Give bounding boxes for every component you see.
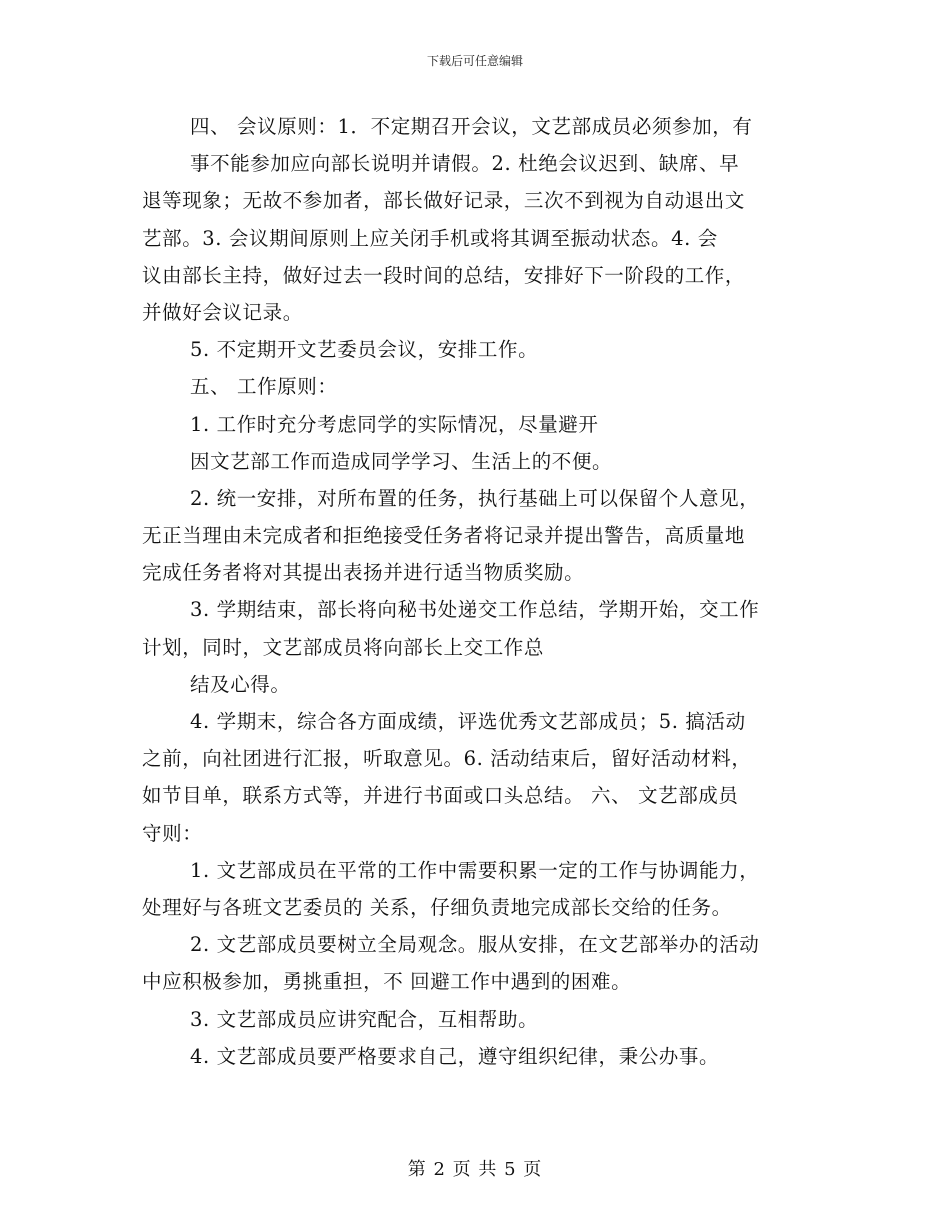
page-footer: 第 2 页 共 5 页 [407, 1159, 543, 1180]
text-line: 4. 学期末，综合各方面成绩，评选优秀文艺部成员；5. 搞活动 [190, 710, 746, 733]
text-line: 2. 统一安排，对所布置的任务，执行基础上可以保留个人意见， [190, 486, 760, 510]
text-line: 完成任务者将对其提出表扬并进行适当物质奖励。 [142, 561, 585, 585]
text-line: 守则： [142, 821, 203, 845]
text-line: 2. 文艺部成员要树立全局观念。服从安排，在文艺部举办的活动 [190, 933, 760, 957]
text-line: 中应积极参加，勇挑重担，不 回避工作中遇到的困难。 [142, 970, 632, 994]
text-line: 1. 工作时充分考虑同学的实际情况，尽量避开 [190, 412, 599, 436]
text-line: 议由部长主持，做好过去一段时间的总结，安排好下一阶段的工作， [142, 263, 746, 287]
text-line: 结及心得。 [190, 672, 291, 696]
document-body [142, 108, 812, 1075]
text-line: 5. 不定期开文艺委员会议，安排工作。 [190, 338, 539, 362]
text-line: 并做好会议记录。 [142, 300, 303, 324]
text-line: 因文艺部工作而造成同学学习、生活上的不便。 [190, 449, 613, 473]
text-line: 3. 学期结束，部长将向秘书处递交工作总结，学期开始，交工作 [190, 598, 760, 622]
text-line: 4. 文艺部成员要严格要求自己，遵守组织纪律，秉公办事。 [190, 1044, 720, 1068]
text-line: 3. 文艺部成员应讲究配合，互相帮助。 [190, 1007, 539, 1031]
text-line: 事不能参加应向部长说明并请假。2. 杜绝会议迟到、缺席、早 [190, 152, 740, 176]
text-line: 艺部。3. 会议期间原则上应关闭手机或将其调至振动状态。4. 会 [142, 226, 718, 250]
text-line: 五、 工作原则： [190, 375, 338, 399]
text-line: 1. 文艺部成员在平常的工作中需要积累一定的工作与协调能力， [190, 858, 760, 882]
text-line: 无正当理由未完成者和拒绝接受任务者将记录并提出警告，高质量地 [142, 524, 746, 548]
text-line: 计划，同时，文艺部成员将向部长上交工作总 [142, 635, 545, 659]
text-line: 退等现象；无故不参加者，部长做好记录，三次不到视为自动退出文 [142, 189, 746, 213]
text-line: 如节目单，联系方式等，并进行书面或口头总结。 六、 文艺部成员 [142, 784, 739, 808]
page-header: 下载后可任意编辑 [426, 54, 523, 68]
text-line: 处理好与各班文艺委员的 关系，仔细负责地完成部长交给的任务。 [142, 895, 732, 919]
text-line: 之前，向社团进行汇报，听取意见。6. 活动结束后，留好活动材料， [142, 747, 752, 771]
text-line: 四、 会议原则：1．不定期召开会议，文艺部成员必须参加，有 [190, 115, 753, 138]
